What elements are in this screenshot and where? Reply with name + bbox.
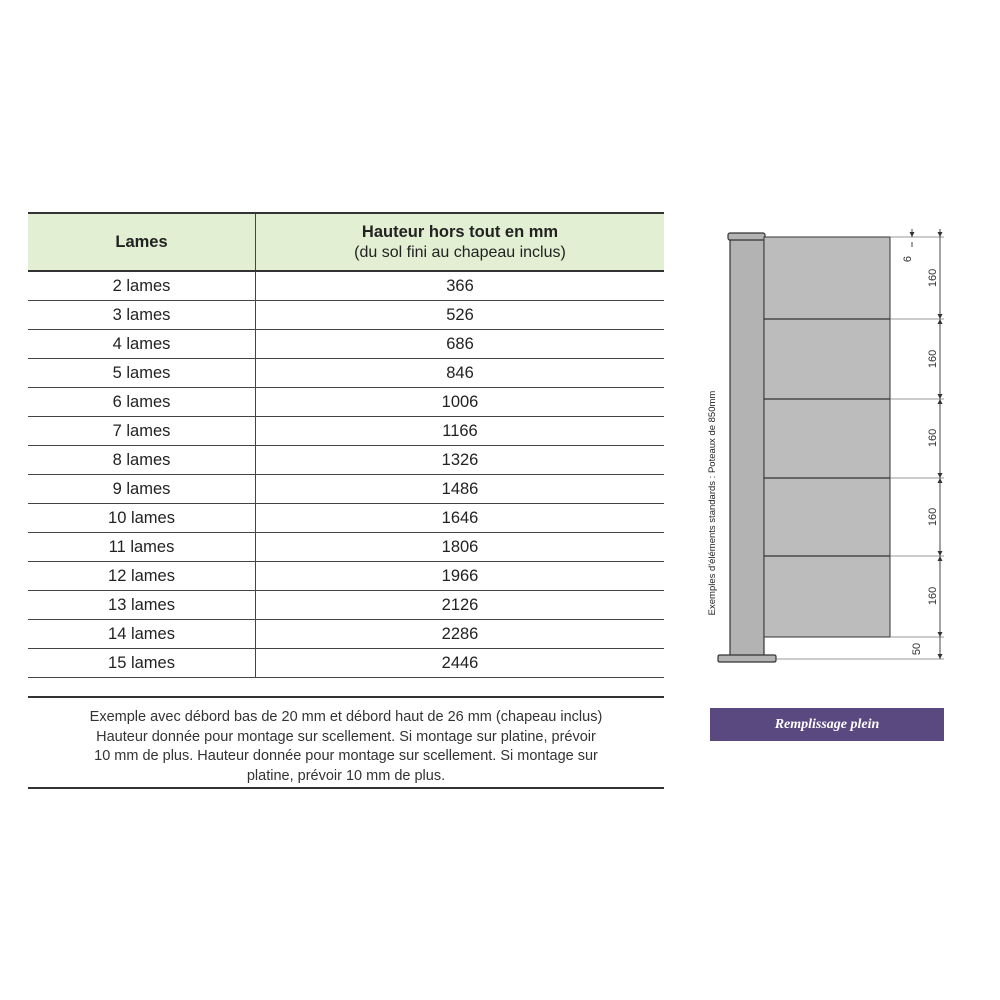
dimension-label-blade-4: 160	[927, 507, 939, 527]
fence-diagram	[700, 215, 960, 675]
dimension-label-bottom: 50	[911, 642, 923, 656]
header-hauteur-subtitle: (du sol fini au chapeau inclus)	[354, 243, 566, 261]
table-row	[28, 359, 664, 388]
table-row	[28, 649, 664, 678]
table-body	[28, 271, 664, 678]
table-header-row	[28, 213, 664, 271]
footnote-line: platine, prévoir 10 mm de plus.	[246, 767, 446, 784]
footnote	[28, 696, 664, 789]
footnote-line: 10 mm de plus. Hauteur donnée pour montage sur scellement. Si montage sur	[94, 748, 598, 764]
dimension-label-blade-3: 160	[927, 428, 939, 448]
post-caption: Exemples d'éléments standards : Poteaux de 850mm	[707, 390, 718, 616]
cell-hauteur: 1486	[256, 475, 665, 504]
table-row	[28, 504, 664, 533]
cell-hauteur: 1166	[256, 417, 665, 446]
height-table	[28, 212, 664, 678]
cell-lames: 15 lames	[28, 649, 256, 678]
fence-panel	[764, 237, 890, 637]
cell-lames: 13 lames	[28, 591, 256, 620]
cell-hauteur: 2286	[256, 620, 665, 649]
cell-hauteur: 2126	[256, 591, 665, 620]
table-row	[28, 417, 664, 446]
cell-lames: 8 lames	[28, 446, 256, 475]
dimension-label-blade-5: 160	[927, 586, 939, 606]
header-hauteur	[256, 213, 665, 271]
table-row	[28, 562, 664, 591]
cell-hauteur: 366	[256, 271, 665, 301]
fence-post	[730, 237, 764, 659]
table-row	[28, 446, 664, 475]
cell-hauteur: 1806	[256, 533, 665, 562]
table-row	[28, 330, 664, 359]
cell-hauteur: 2446	[256, 649, 665, 678]
table-row	[28, 533, 664, 562]
footnote-line: Hauteur donnée pour montage sur scellement. Si montage sur platine, prévoir	[96, 728, 596, 745]
cell-hauteur: 1006	[256, 388, 665, 417]
cell-lames: 10 lames	[28, 504, 256, 533]
cell-lames: 12 lames	[28, 562, 256, 591]
footnote-line: Exemple avec débord bas de 20 mm et débord haut de 26 mm (chapeau inclus)	[89, 709, 603, 725]
table-row	[28, 591, 664, 620]
cell-lames: 4 lames	[28, 330, 256, 359]
dimension-label-top: 6	[902, 255, 914, 263]
header-hauteur-title: Hauteur hors tout en mm	[361, 222, 559, 241]
cell-hauteur: 1646	[256, 504, 665, 533]
cell-hauteur: 1966	[256, 562, 665, 591]
cell-lames: 6 lames	[28, 388, 256, 417]
cell-lames: 9 lames	[28, 475, 256, 504]
dimension-label-blade-2: 160	[927, 349, 939, 369]
header-lames: Lames	[28, 213, 256, 271]
cell-lames: 14 lames	[28, 620, 256, 649]
table-row	[28, 388, 664, 417]
cell-hauteur: 1326	[256, 446, 665, 475]
cell-lames: 2 lames	[28, 271, 256, 301]
cell-hauteur: 846	[256, 359, 665, 388]
table-row	[28, 271, 664, 301]
cell-lames: 7 lames	[28, 417, 256, 446]
cell-lames: 5 lames	[28, 359, 256, 388]
cell-hauteur: 686	[256, 330, 665, 359]
post-cap	[728, 233, 765, 240]
dimension-label-blade-1: 160	[927, 268, 939, 288]
fill-type-badge: Remplissage plein	[710, 708, 944, 741]
table-row	[28, 301, 664, 330]
cell-lames: 3 lames	[28, 301, 256, 330]
cell-lames: 11 lames	[28, 533, 256, 562]
table-row	[28, 475, 664, 504]
post-base-plate	[718, 655, 776, 662]
cell-hauteur: 526	[256, 301, 665, 330]
table-row	[28, 620, 664, 649]
